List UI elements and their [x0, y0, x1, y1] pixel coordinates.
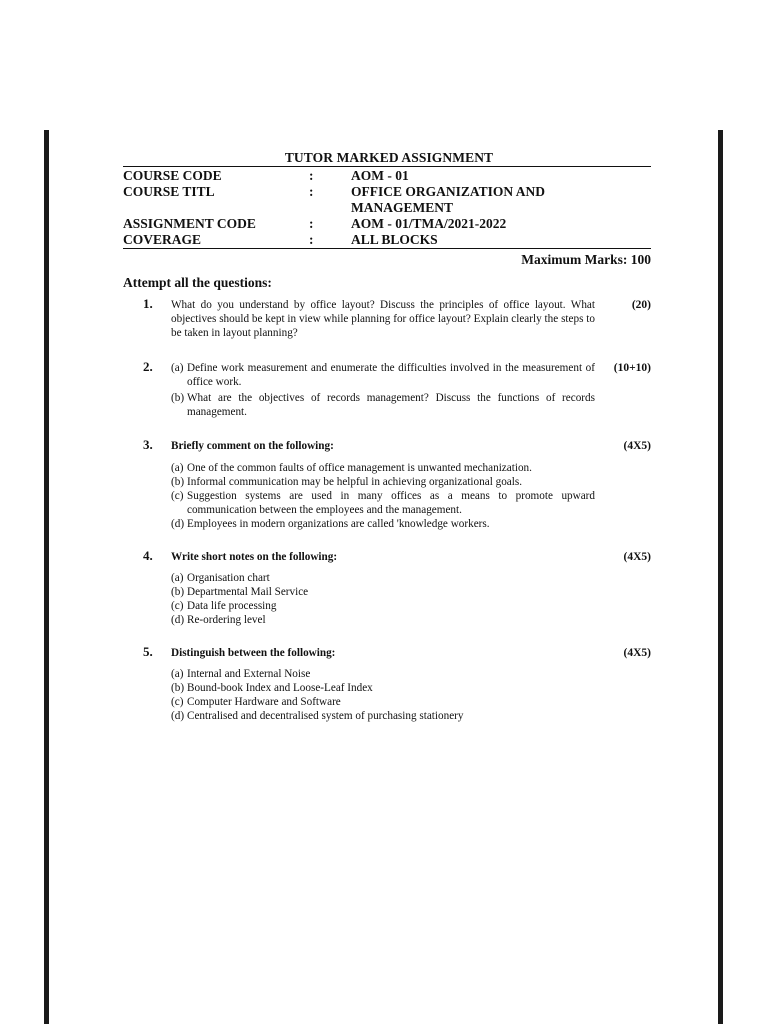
info-label: COURSE CODE: [123, 168, 222, 183]
info-colon: :: [309, 232, 314, 247]
part-label: (a): [171, 461, 184, 474]
question-part: [171, 475, 595, 489]
question-number: 1.: [143, 296, 153, 311]
left-scan-border: [44, 130, 49, 1024]
question-part: [171, 461, 595, 475]
question-2: [123, 358, 651, 420]
part-label: (b): [171, 586, 185, 599]
question-part: [171, 361, 595, 389]
question-heading: Write short notes on the following:: [171, 550, 338, 563]
coverage-row: [123, 232, 651, 248]
part-label: (d): [171, 518, 185, 531]
info-colon: :: [309, 168, 314, 183]
question-part: [171, 681, 595, 695]
course-info: [123, 168, 651, 248]
part-label: (d): [171, 710, 185, 723]
info-value: AOM - 01: [351, 168, 409, 183]
info-label: [123, 200, 309, 216]
question-part: [171, 613, 595, 627]
part-label: (b): [171, 392, 185, 405]
course-code-row: [123, 168, 651, 184]
question-marks: (4X5): [623, 550, 651, 563]
instructions: Attempt all the questions:: [123, 275, 272, 290]
question-parts: [171, 667, 595, 724]
part-text: Suggestion systems are used in many offices as a means to promote upward communication between the employees and the management.: [187, 490, 595, 517]
title-rule: [123, 166, 651, 167]
part-label: (a): [171, 571, 184, 584]
part-text: Data life processing: [187, 600, 277, 613]
question-number: 5.: [143, 643, 153, 659]
question-part: [171, 585, 595, 599]
info-label: COVERAGE: [123, 232, 202, 247]
part-text: Informal communication may be helpful in achieving organizational goals.: [187, 475, 523, 488]
part-text: Bound-book Index and Loose-Leaf Index: [187, 682, 373, 695]
course-title-row: [123, 184, 651, 200]
question-part: [171, 391, 595, 419]
question-part: [171, 599, 595, 613]
part-label: (b): [171, 475, 185, 488]
question-heading: Distinguish between the following:: [171, 646, 336, 659]
question-number: 4.: [143, 547, 153, 563]
question-4: [123, 547, 651, 628]
part-text: Employees in modern organizations are called 'knowledge workers.: [187, 518, 490, 531]
info-value: MANAGEMENT: [351, 200, 453, 215]
info-colon: :: [309, 216, 314, 231]
question-parts: [171, 571, 595, 628]
question-part: [171, 695, 595, 709]
part-label: (c): [171, 696, 184, 709]
info-value: ALL BLOCKS: [351, 232, 438, 247]
part-text: Departmental Mail Service: [187, 586, 309, 599]
question-part: [171, 517, 595, 531]
part-text: Organisation chart: [187, 571, 270, 584]
info-rule: [123, 248, 651, 249]
info-colon: :: [309, 184, 314, 199]
right-scan-border: [718, 130, 723, 1024]
assignment-document: [123, 150, 651, 724]
max-marks: Maximum Marks: 100: [521, 252, 651, 267]
question-5: [123, 643, 651, 724]
part-label: (a): [171, 361, 184, 374]
part-text: Computer Hardware and Software: [187, 696, 341, 709]
question-marks: (4X5): [623, 646, 651, 659]
part-label: (d): [171, 614, 185, 627]
question-marks: (20): [631, 299, 651, 311]
info-colon: [309, 200, 351, 216]
part-text: One of the common faults of office management is unwanted mechanization.: [187, 461, 532, 474]
part-label: (a): [171, 667, 184, 680]
question-number: 3.: [143, 437, 153, 453]
question-parts: [171, 461, 595, 532]
question-part: [171, 489, 595, 517]
question-marks: (10+10): [613, 361, 651, 374]
part-text: Internal and External Noise: [187, 667, 311, 680]
question-heading: Briefly comment on the following:: [171, 440, 334, 453]
info-label: ASSIGNMENT CODE: [123, 216, 256, 231]
document-title: TUTOR MARKED ASSIGNMENT: [284, 150, 494, 165]
question-marks: (4X5): [623, 440, 651, 453]
question-part: [171, 709, 595, 723]
part-label: (c): [171, 490, 184, 503]
info-value: AOM - 01/TMA/2021-2022: [351, 216, 507, 231]
question-part: [171, 667, 595, 681]
course-title-row-cont: [123, 200, 651, 216]
question-text: What do you understand by office layout? Discuss the principles of office layout. What objectives should be kept in view while planning for office layout? Explain clearly the steps to be taken in layout planning?: [171, 299, 595, 340]
question-3: [123, 439, 651, 531]
part-label: (c): [171, 600, 184, 613]
part-text: What are the objectives of records management? Discuss the functions of records management.: [187, 392, 595, 419]
part-label: (b): [171, 682, 185, 695]
part-text: Define work measurement and enumerate the difficulties involved in the measurement of office work.: [187, 361, 595, 388]
part-text: Re-ordering level: [187, 614, 266, 627]
assignment-code-row: [123, 216, 651, 232]
question-1: [123, 298, 651, 341]
question-number: 2.: [143, 358, 153, 374]
info-label: COURSE TITL: [123, 184, 215, 199]
question-part: [171, 571, 595, 585]
part-text: Centralised and decentralised system of purchasing stationery: [187, 710, 464, 723]
info-value: OFFICE ORGANIZATION AND: [351, 184, 546, 199]
